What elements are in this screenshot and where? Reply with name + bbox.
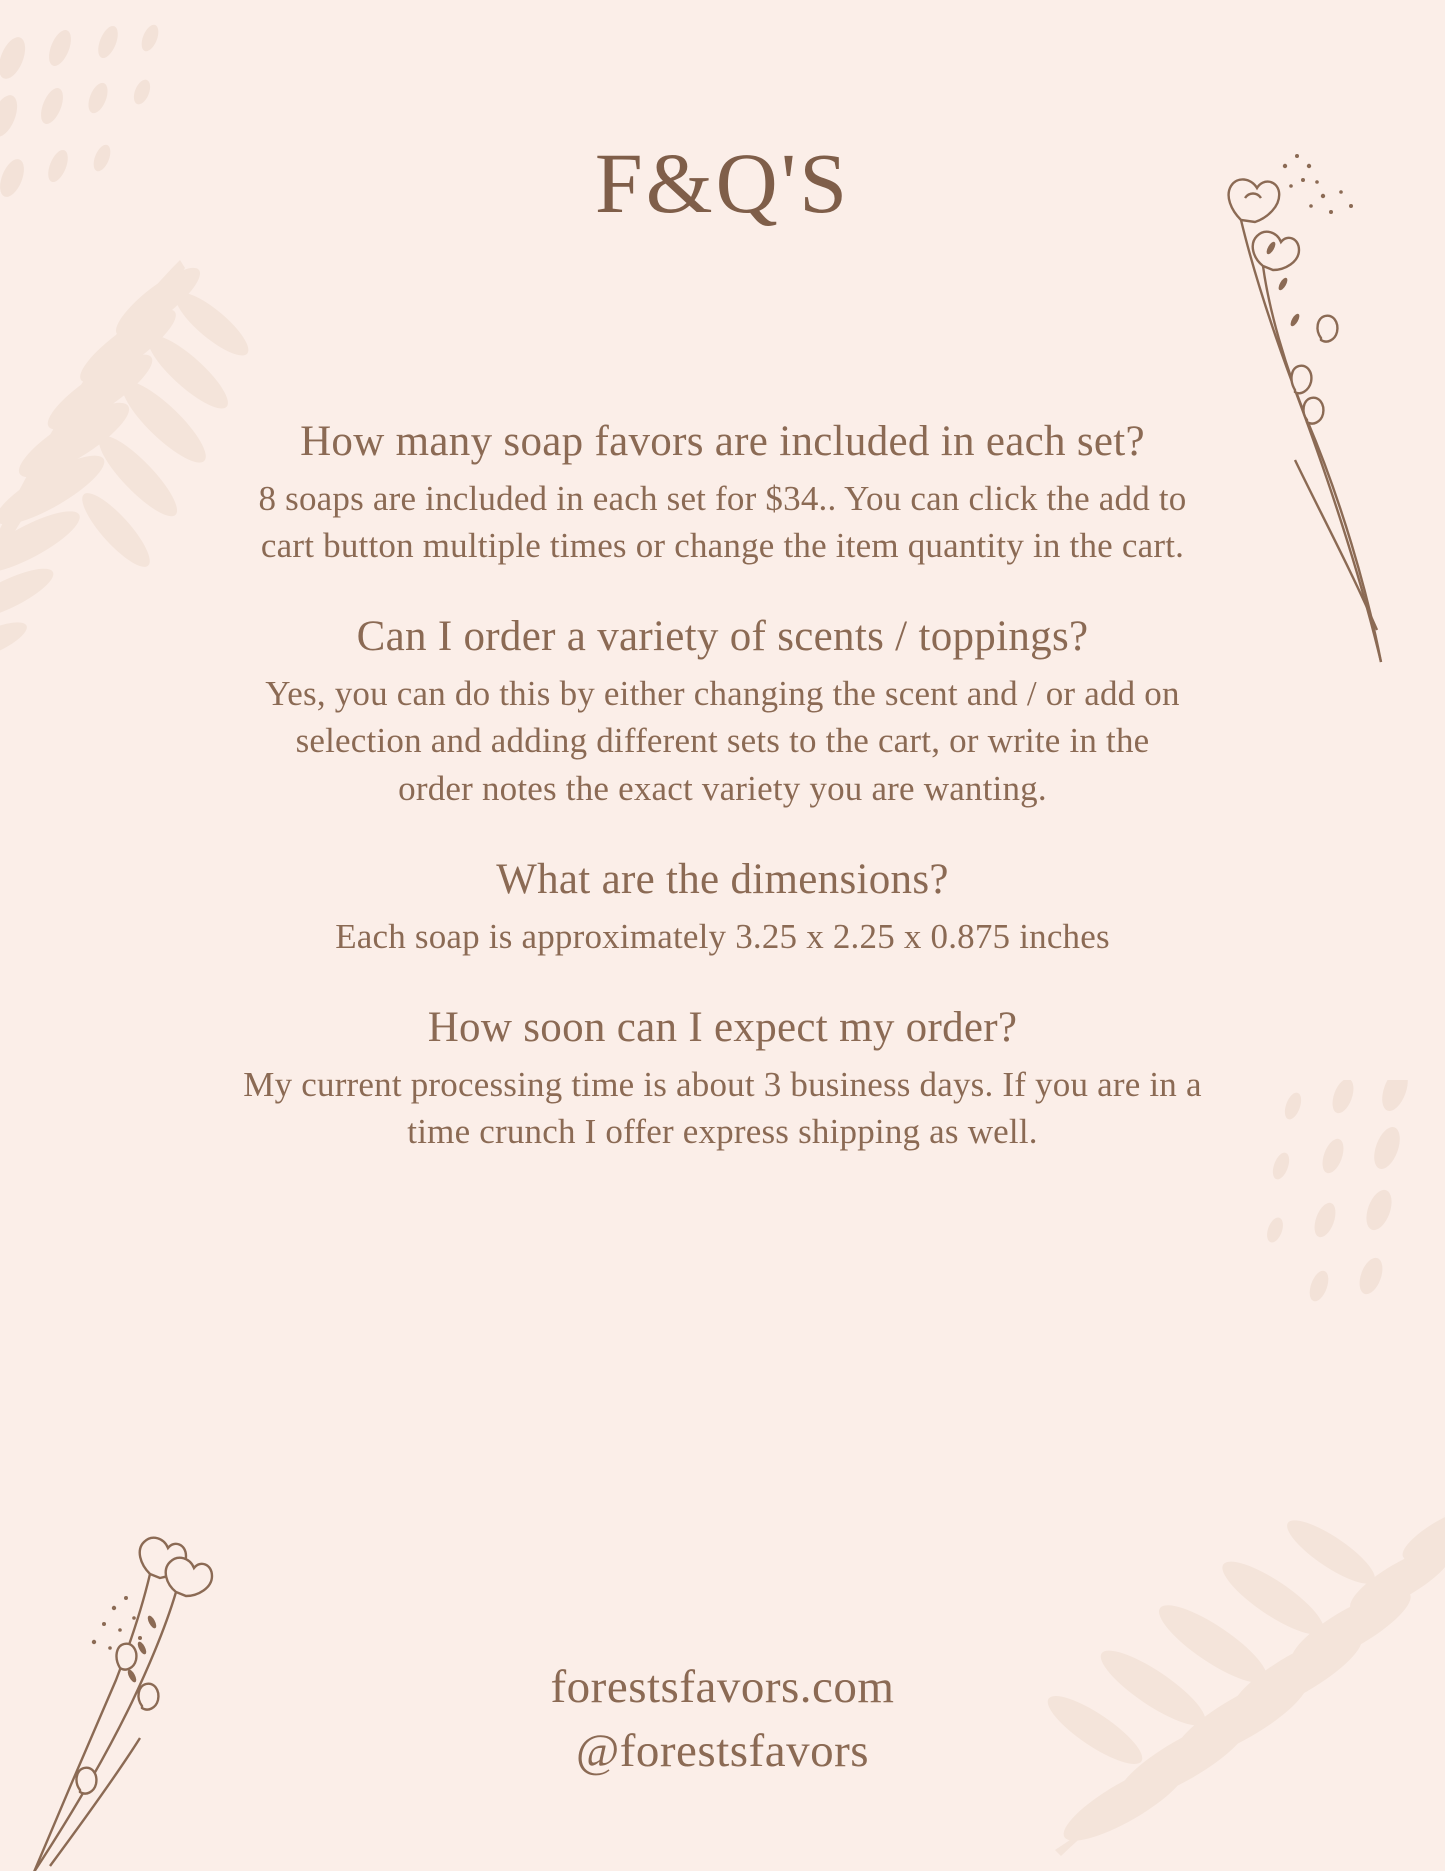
faq-answer: 8 soaps are included in each set for $34.. You can click the add to cart button multiple times or change the item quantity in the cart. [258,478,1187,565]
faq-list [218,414,1228,1156]
footer [0,1656,1445,1783]
faq-item [218,609,1228,812]
faq-item [218,1000,1228,1156]
faq-question: Can I order a variety of scents / toppings? [356,613,1089,661]
faq-item [218,414,1228,570]
footer-handle[interactable]: @forestsfavors [575,1724,870,1777]
faq-answer: Each soap is approximately 3.25 x 2.25 x 0.875 inches [335,916,1110,956]
faq-question: How many soap favors are included in each set? [300,417,1145,465]
faq-answer: My current processing time is about 3 business days. If you are in a time crunch I offer express shipping as well. [243,1065,1202,1152]
faq-answer: Yes, you can do this by either changing the scent and / or add on selection and adding different sets to the cart, or write in the order notes the exact variety you are wanting. [265,674,1180,808]
faq-item [218,852,1228,960]
faq-question: What are the dimensions? [496,855,949,903]
faq-question: How soon can I expect my order? [427,1004,1018,1052]
footer-website[interactable]: forestsfavors.com [550,1661,895,1714]
page-title: F&Q'S [594,135,851,231]
